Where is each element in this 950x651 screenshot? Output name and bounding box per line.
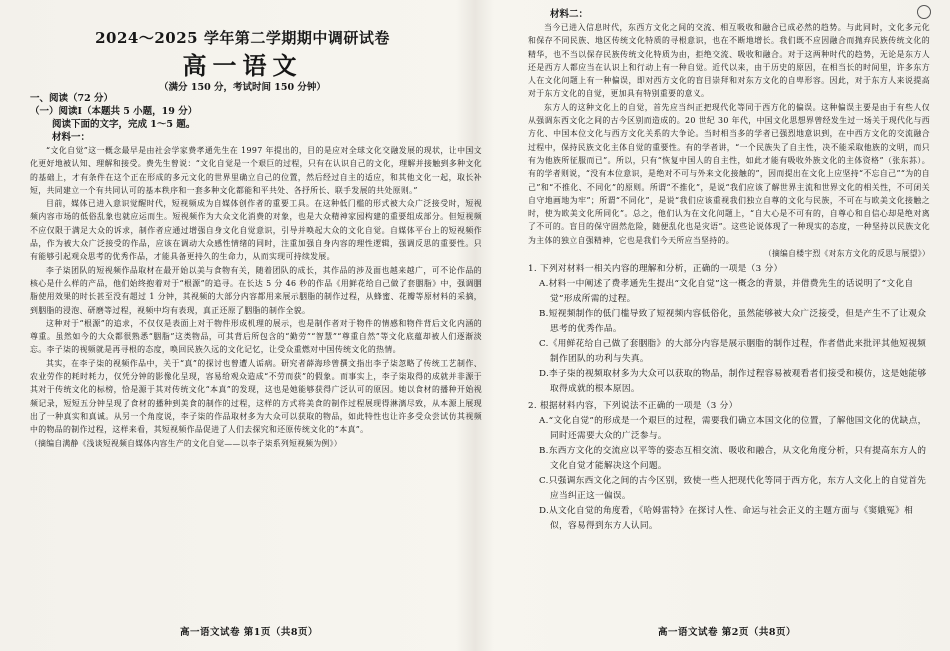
material-one-paragraph: 这种对于“根源”的追求，不仅仅是表面上对于物件形成机理的展示，也是制作者对于物件的情感和物件背后文化内涵的尊重。虽然如今的大众都很熟悉“胭脂”这类物品，可其背后所包含的“勤劳”“智慧”“尊重自然”等文化底蕴却被人们逐渐淡忘。李子柒的视频就是再寻根的态度，唤回民族久远的文化记忆，让受众重燃对中国传统文化的热情。: [30, 318, 482, 355]
question-option: C.《用鲜花给自己做了套胭脂》的大部分内容是展示胭脂的制作过程，作者借此来批评其他短视频制作团队的功利与失真。: [539, 339, 927, 365]
exam-title: 2024～2025 学年第二学期期中调研试卷: [95, 29, 390, 47]
exam-score-line: （满分 150 分，考试时间 150 分钟）: [159, 82, 326, 93]
material-one-paragraph: “文化自觉”这一概念最早是由社会学家费孝通先生在 1997 年提出的，目的是应对全球文化交融发展的现状，让中国文化更好地被认知、理解和接受。费先生曾说：“文化自觉是一个艰巨的过程，只有在认识自己的文化，理解并接触到多种文化的基础上，才有条件在这个正在形成的多元文化的世界里确立自己的位置，然后经过自主的适应，和其他文化一起，取长补短，共同建立一个有共同认可的基本秩序和一套多种文化都能和平共处、各抒所长、联手发展的共处原则。”: [30, 146, 482, 195]
page-one: [30, 92, 482, 604]
question-stem: 1. 下列对材料一相关内容的理解和分析，正确的一项是（3 分）: [528, 264, 783, 275]
question-option: D.从文化自觉的角度看，《哈姆雷特》在探讨人性、命运与社会正义的主题方面与《窦娥冤》相似，容易得到东方人认同。: [539, 506, 914, 532]
question-option: B.东西方文化的交流应以平等的姿态互相交流、吸收和融合，从文化角度分析，只有提高东方人的文化自觉才能解决这个问题。: [539, 446, 927, 472]
subsection-heading: （一）阅读Ⅰ（本题共 5 小题，19 分）: [30, 106, 198, 117]
material-one-paragraph: 目前，媒体已进入意识觉醒时代，短视频成为自媒体创作者的重要工具。在这种低门槛的形式被大众广泛接受时，短视频内容市场的低俗乱象也就应运而生。短视频作为大众文化消费的对象，也是大众精神家园构建的重要组成部分。但短视频不应仅限于满足大众的诉求，制作者应通过增强自身文化自觉意识，引导并唤起大众的文化自觉。自媒体平台上的短视频作品，作为被大众广泛接受的作品，应该在调动大众感性情绪的同时，注重加强自身内容的理性逻辑，强调反思的重要性。只有能够引起观众思考的优秀作品，才能具备更持久的生命力，从而实现可持续发展。: [30, 199, 482, 262]
material-one-label: 材料一：: [52, 132, 91, 143]
section-heading: 一、阅读（72 分）: [30, 93, 114, 104]
question-option: A.材料一中阐述了费孝通先生提出“文化自觉”这一概念的背景，并借费先生的话说明了“文化自觉”形成所需的过程。: [539, 279, 914, 305]
material-one-paragraph: 李子柒团队的短视频作品取材在最开始以美与食物有关，随着团队的成长，其作品的涉及面也越来越广，可不论作品的核心是什么样的产品，他们始终抱着对于“根源”的追寻。在长达 5 分 46 秒的作品《用鲜花给自己做了套胭脂》中，强调胭脂使用效果的时长甚至没有超过 1 分钟，其视频的大部分内容都用来展示胭脂的制作过程，从蜂蜜、花瓣等原材料的采摘，到胭脂的浸泡、研磨等过程，视频中均有表现，真正还原了胭脂的制作全貌。: [30, 265, 482, 315]
page-two: [528, 8, 930, 612]
question-stem: 2. 根据材料内容，下列说法不正确的一项是（3 分）: [528, 401, 738, 412]
material-two-paragraph: 东方人的这种文化上的自觉，首先应当纠正把现代化等同于西方化的偏误。这种偏误主要是由于有些人仅从强调东西文化之间的古今区别而造成的。20 世纪 30 年代，中国文化思想界曾经发生过一场关于现代化与西方化、中国本位文化与西方文化关系的大争论。当时相当多的学者已强烈地意识到，在中西方文化的交流融合过程中，保持民族文化主体自觉的重要性。有的学者讲，“一个民族失了自主性，决不能采取他族的文明，而只有为他族所征服而已”。所以，只有“恢复中国人的自主性，如此才能有吸收外族文化的主体资格”（张东荪）。有的学者则说，“没有本位意识，是绝对不可与外来文化接触的”，因而提出在文化上应坚持“不忘自己”“为的自己”和“不推化、不同化”的原则。所谓“不推化”，是说“我们应该了解世界主流和世界文化的相关性，不可闭关自守地画地为牢”；所谓“不同化”，是说“我们应该重视我们独立自尊的文化与民族，不可在与欧美文化接触之时，使为欧美文化所同化”。总之，他们认为在文化问题上，“自大心是不可有的，自尊心和自信心却是绝对离了不可的。盲目的保守固然危险，随便乱化也是灾语”。这些论说体现了一种现实的态度，一种坚持以民族文化为主体的独立自强精神，它也是我们今天所应当坚持的。: [528, 102, 930, 245]
page-two-footer: 高一语文试卷 第2页（共8页）: [658, 627, 797, 638]
reading-instruction: 阅读下面的文字，完成 1～5 题。: [52, 119, 196, 130]
material-two-source: （摘编自楼宇烈《对东方文化的反思与展望》）: [763, 249, 930, 259]
material-two-paragraph: 当今已进入信息时代，东西方文化之间的交流、相互吸收和融合已成必然的趋势。与此同时，文化多元化和保存不同民族、地区传统文化特质的寻根意识，也在不断地增长。我们既不应因融合而抛弃民族传统文化的精华，也不当以保存民族传统文化特质为由，拒绝交流、吸收和融合。对于这两种时代的趋势，无论是东方人还是西方人都应当在认识上和行动上有一种自觉。近代以来，由于历史的原因，在相当长的时间里，许多东方人在文化问题上有一种偏误，即对西方文化的盲目崇拜和对东方文化的自卑形容。因此，对于东方人来说提高对于东方文化的自觉，更加具有特别重要的意义。: [528, 23, 930, 99]
question-option: A.“文化自觉”的形成是一个艰巨的过程，需要我们确立本国文化的位置，了解他国文化的优缺点，同时还需要大众的广泛参与。: [539, 416, 927, 442]
material-two-label: 材料二：: [550, 9, 589, 20]
question-option: B.短视频制作的低门槛导致了短视频内容低俗化，虽然能够被大众广泛接受，但是产生不了让观众思考的优秀作品。: [539, 309, 927, 335]
exam-subject: 高一语文: [182, 51, 303, 80]
page-one-footer: 高一语文试卷 第1页（共8页）: [180, 627, 319, 638]
question-option: D.李子柒的视频取材多为大众可以获取的物品，制作过程容易被观看者们接受和模仿，这是她能够取得成就的根本原因。: [539, 369, 927, 395]
material-one-paragraph: 其实，在李子柒的视频作品中，关于“真”的探讨也曾遭人诟病。研究者薛海珍曾撰文指出李子柒忽略了传统工艺制作、农业劳作的耗时耗力，仅凭分钟的影像化呈现，容易给观众造成“不劳而获”的假象。而事实上，李子柒取得的成就并非源于其对于传统文化的标榜，恰是源于其对传统文化“本真”的发现，这也是她能够获得广泛认可的原因。她以食材的播种开始视频记录，短短五分钟呈现了食材的播种到美食的制作的过程，这样的方式将美食的制作过程展现得淋漓尽致，从本源上展现出了一种真实和真诚。从另一个角度说，李子柒的作品取材多为大众可以获取的物品，如此特性也让许多受众尝试仿其视频中的物品的制作过程，这样来看，其短视频作品促进了人们去探究和还原传统文化的“本真”。: [30, 358, 482, 435]
question-option: C.只强调东西文化之间的古今区别，致使一些人把现代化等同于西方化，东方人文化上的自觉首先应当纠正这一偏误。: [539, 476, 927, 502]
material-one-source: （摘编自满静《浅谈短视频自媒体内容生产的文化自觉——以李子柒系列短视频为例》）: [30, 438, 342, 448]
